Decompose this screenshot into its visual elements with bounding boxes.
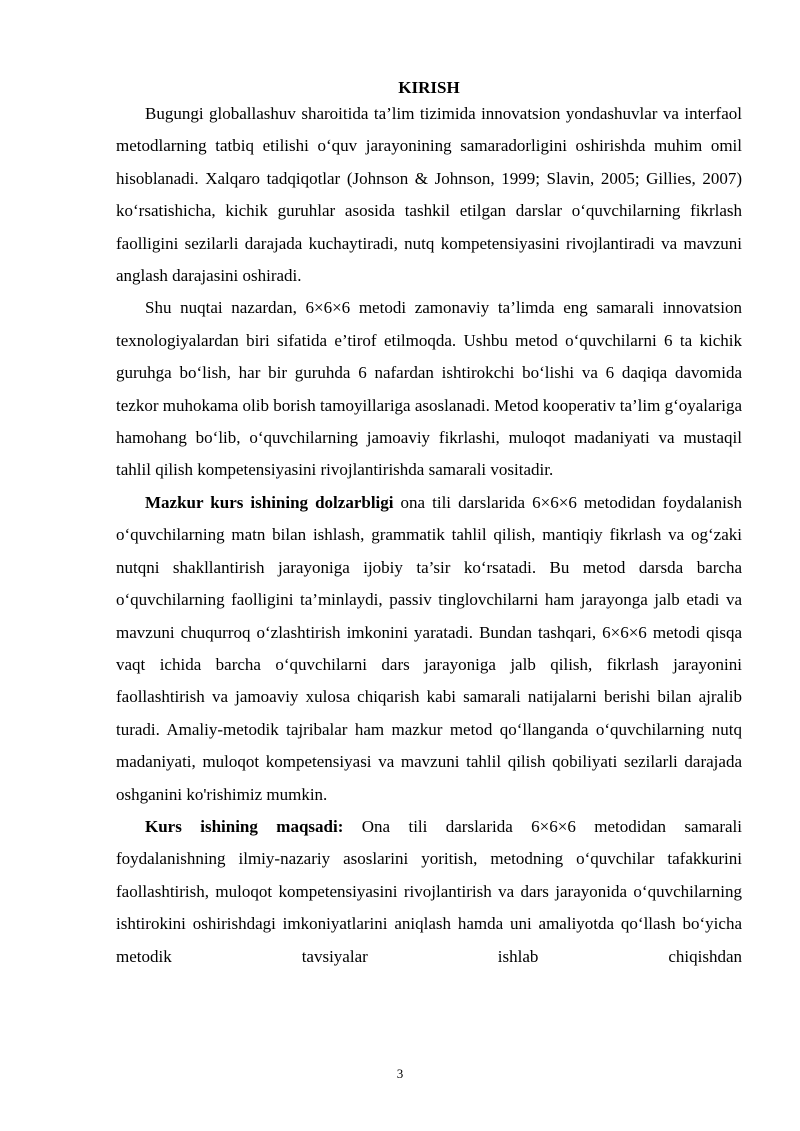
paragraph-relevance: [116, 487, 742, 811]
paragraph-method: [116, 292, 742, 486]
page-number: 3: [396, 1066, 404, 1081]
paragraph-goal: [116, 811, 742, 973]
paragraph-text: Shu nuqtai nazardan, 6×6×6 metodi zamonaviy ta’limda eng samarali innovatsion texnologiyalardan biri sifatida e’tirof etilmoqda. Ushbu metod o‘quvchilarni 6 ta kichik guruhga bo‘lish, har bir guruhda 6 nafardan ishtirokchi bo‘lishi va 6 daqiqa davomida tezkor muhokama olib borish tamoyillariga asoslanadi. Metod kooperativ ta’lim g‘oyalariga hamohang bo‘lib, o‘quvchilarning jamoaviy fikrlashi, muloqot madaniyati va mustaqil tahlil qilish kompetensiyasini rivojlantirishda samarali vositadir.: [116, 298, 742, 480]
paragraph-lead: Mazkur kurs ishining dolzarbligi: [145, 492, 394, 512]
document-page: [116, 78, 742, 973]
paragraph-text: ona tili darslarida 6×6×6 metodidan foydalanish o‘quvchilarning matn bilan ishlash, grammatik tahlil qilish, mantiqiy fikrlash va og‘zaki nutqni shakllantirish jarayoniga ijobiy ta’sir ko‘rsatadi. Bu metod darsda barcha o‘quvchilarning faolligini ta’minlaydi, passiv tinglovchilarni ham jarayonga jalb etadi va mavzuni chuqurroq o‘zlashtirish imkonini yaratadi. Bundan tashqari, 6×6×6 metodi qisqa vaqt ichida barcha o‘quvchilarni dars jarayoniga jalb qilish, fikrlash jarayonini faollashtirish va jamoaviy xulosa chiqarish kabi samarali natijalarni berishi bilan ajralib turadi. Amaliy-metodik tajribalar ham mazkur metod qo‘llanganda o‘quvchilarning nutq madaniyati, muloqot kompetensiyasi va mavzuni tahlil qilish qobiliyati sezilarli darajada oshganini ko'rishimiz mumkin.: [116, 492, 742, 804]
paragraph-text: Bugungi globallashuv sharoitida ta’lim tizimida innovatsion yondashuvlar va interfaol metodlarning tatbiq etilishi o‘quv jarayonining samaradorligini oshirishda muhim omil hisoblanadi. Xalqaro tadqiqotlar (Johnson & Johnson, 1999; Slavin, 2005; Gillies, 2007) ko‘rsatishicha, kichik guruhlar asosida tashkil etilgan darslar o‘quvchilarning fikrlash faolligini sezilarli darajada kuchaytiradi, nutq kompetensiyasini rivojlantiradi va mavzuni anglash darajasini oshiradi.: [116, 104, 742, 286]
paragraph-text: Ona tili darslarida 6×6×6 metodidan samarali foydalanishning ilmiy-nazariy asoslarini yoritish, metodning o‘quvchilar tafakkurini faollashtirish, muloqot kompetensiyasini rivojlantirish va dars jarayonida o‘quvchilarning ishtirokini oshirishdagi imkoniyatlarini aniqlash hamda uni amaliyotda qo‘llash bo‘yicha metodik tavsiyalar ishlab chiqishdan: [116, 816, 742, 966]
paragraph-intro: [116, 98, 742, 292]
section-heading: KIRISH: [398, 78, 460, 97]
paragraph-lead: Kurs ishining maqsadi:: [145, 816, 344, 836]
